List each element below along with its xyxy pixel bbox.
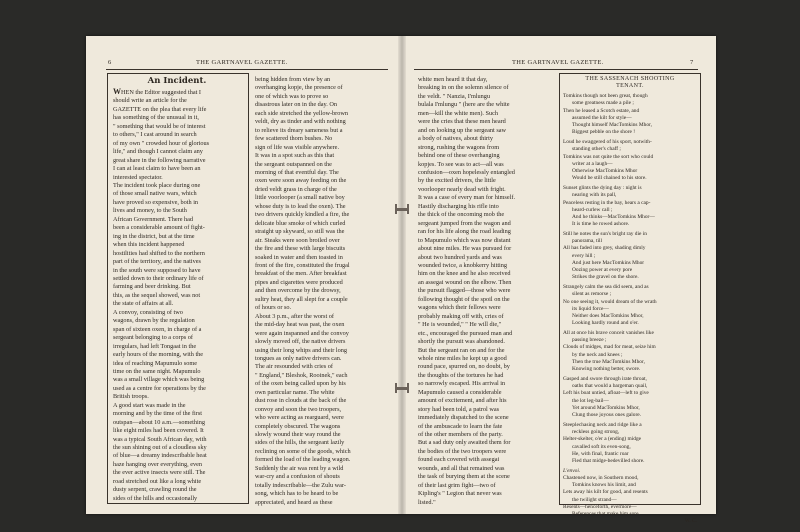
text-line: two drivers quickly kindled a fire, the bbox=[255, 211, 350, 219]
text-line: The air resounded with cries of bbox=[255, 363, 333, 371]
poem-line: Clouds of midges, mad for meat, seize him bbox=[563, 344, 656, 351]
text-line: was a typical South African day, with bbox=[113, 435, 207, 443]
text-line: were again inspanned and the convoy bbox=[255, 329, 349, 337]
text-line: song, which has to be heard to be bbox=[255, 490, 339, 498]
text-line: him on the knee and he also received bbox=[418, 270, 511, 278]
text-line: an assegai wound on the elbow. Then bbox=[418, 278, 512, 286]
poem-line: Strikes the gravel on the shore. bbox=[572, 274, 639, 281]
text-line: amount of excitement, and after his bbox=[418, 397, 507, 405]
text-line: haze hanging over everything, even bbox=[113, 460, 203, 468]
text-line: like eight miles had been covered. It bbox=[113, 427, 204, 435]
text-line: men—kill the white men). Such bbox=[418, 109, 499, 117]
text-line: immediately dispatched to the scene bbox=[418, 414, 509, 422]
text-line: " He is wounded," " He will die," bbox=[418, 321, 502, 329]
poem-line: nearing with its pall, bbox=[572, 192, 617, 199]
text-line: convoy and soon the two troopers, bbox=[255, 405, 342, 413]
text-line: Mapumulo caused a considerable bbox=[418, 388, 502, 396]
poem-line: Still he notes the sun's bright ray die in bbox=[563, 231, 647, 238]
envoi-label: L'envoi. bbox=[563, 467, 581, 474]
poem-line: Fled that midge-bedevilled shore. bbox=[572, 457, 645, 464]
poem-line: Yet around MacTomkins Mhor, bbox=[572, 404, 640, 411]
text-line: British troops. bbox=[113, 393, 149, 401]
text-line: the mid-day heat was past, the oxen bbox=[255, 321, 345, 329]
text-line: bulala I'mlungu " (here are the white bbox=[418, 101, 510, 109]
left-header-rule bbox=[106, 69, 388, 70]
text-line: tongues as only native drivers can. bbox=[255, 354, 342, 362]
text-line: of the other members of the party. bbox=[418, 431, 503, 439]
left-page-number: 6 bbox=[108, 59, 112, 66]
poem-line: by the neck and knees ; bbox=[572, 351, 623, 358]
text-line: of the oxen being called upon by his bbox=[255, 380, 346, 388]
poem bbox=[563, 76, 697, 525]
poem-line: passing breeze ; bbox=[572, 337, 607, 344]
text-line: voorlooper nearly dead with fright. bbox=[418, 185, 506, 193]
text-line: confusion—oxen hopelessly entangled bbox=[418, 168, 515, 176]
text-line: were the cries that these men heard bbox=[418, 118, 506, 126]
text-line: idea of reaching Mapumulo some bbox=[113, 359, 198, 367]
text-line: disastrous later on in the day. On bbox=[255, 101, 338, 109]
text-line: should write an article for the bbox=[113, 97, 187, 105]
poem-line: the lot leg-bail— bbox=[572, 397, 609, 404]
text-line: dust rose in clouds at the back of the bbox=[255, 397, 347, 405]
text-line: probably making off with, cries of bbox=[418, 312, 504, 320]
text-line: hostilities had shifted to the northern bbox=[113, 249, 205, 257]
poem-line: Neither does MacTomkins Mhor, bbox=[572, 312, 644, 319]
drop-cap-letter: W bbox=[113, 88, 121, 96]
text-line: whole nine miles he kept up a good bbox=[418, 354, 507, 362]
poem-line: Tomkins though not been great, though bbox=[563, 93, 648, 100]
text-line: to relieve its dreary sameness but a bbox=[255, 126, 343, 134]
text-line: Hastily discharging his rifle into bbox=[418, 202, 499, 210]
text-line: round pace, spurred on, no doubt, by bbox=[418, 363, 510, 371]
text-line: the sun shining out of a cloudless sky bbox=[113, 444, 207, 452]
text-line: time on the same night. Mapumulo bbox=[113, 367, 201, 375]
poem-line: its liquid force— bbox=[572, 305, 609, 312]
text-line: the sergeant outspanned on the bbox=[255, 160, 332, 168]
text-line: have proved so expensive, both in bbox=[113, 198, 199, 206]
text-line: pipes and cigarettes were produced bbox=[255, 278, 343, 286]
text-line: I can at least claim to have been an bbox=[113, 165, 201, 173]
text-line: GAZETTE on the plea that every life bbox=[113, 105, 207, 113]
text-line: about nine miles. He was pursued for bbox=[418, 245, 512, 253]
text-line: sides of the hills, the sergeant lazily bbox=[255, 439, 345, 447]
text-line: white men heard it that day, bbox=[418, 76, 488, 83]
text-line: about two hundred yards and was bbox=[418, 253, 502, 261]
text-line: dried veldt grass in charge of the bbox=[255, 185, 337, 193]
poem-line: writer at a laugh— bbox=[572, 160, 613, 167]
article-title: An Incident. bbox=[147, 76, 207, 86]
poem-line: every hill ; bbox=[572, 252, 596, 259]
text-line: settled down to their ordinary life of bbox=[113, 274, 204, 282]
text-line: whose duty is to lead the oxen). The bbox=[255, 202, 346, 210]
text-line: to Mapumulo which was now distant bbox=[418, 236, 511, 244]
staple-top bbox=[395, 208, 409, 211]
poem-line: Oozing power at every pore bbox=[572, 266, 633, 273]
text-line: morning of that eventful day. The bbox=[255, 168, 339, 176]
text-line: It was in a spot such as this that bbox=[255, 152, 335, 160]
poem-signature: W. C. bbox=[684, 518, 697, 525]
poem-line: And just here MacTomkins Mhor bbox=[572, 259, 645, 266]
poem-line: Tomkins was not quite the sort who could bbox=[563, 153, 654, 160]
text-line: The incident took place during one bbox=[113, 181, 201, 189]
text-line: appreciated, and heard as these bbox=[255, 498, 333, 506]
text-line: the task of burying them at the scene bbox=[418, 473, 510, 481]
text-line: But a sad duty only awaited them for bbox=[418, 439, 511, 447]
text-line: sergeant jumped from the wagon and bbox=[418, 219, 511, 227]
poem-line: Then he leased a Scotch estate, and bbox=[563, 107, 640, 114]
text-line: one of which was to prove so bbox=[255, 92, 329, 100]
envoi-line: Tomkins knows his limit, and bbox=[572, 482, 636, 489]
text-line: About 3 p.m., after the worst of bbox=[255, 312, 334, 320]
text-line: of those small native wars, which bbox=[113, 190, 197, 198]
text-line: the veldt. " Nanzia, I'mlungu bbox=[418, 92, 491, 100]
text-line: soaked in water and then toasted in bbox=[255, 253, 343, 261]
poem-line: Otherwise MacTomkins Mhor bbox=[572, 167, 638, 174]
text-line: following thought of the spoil on the bbox=[418, 295, 510, 303]
text-line: straight up skyward, so still was the bbox=[255, 228, 345, 236]
text-line: story had been told, a patrol was bbox=[418, 405, 500, 413]
poem-line: No one seeing it, would dream of the wrath bbox=[563, 298, 657, 305]
text-line: slowly moved off, the native drivers bbox=[255, 338, 346, 346]
text-line: the fire and these with large biscuits bbox=[255, 245, 346, 253]
poem-line: It is time he rowed ashore. bbox=[572, 220, 630, 227]
text-line: the bodies of the two troopers were bbox=[418, 447, 507, 455]
text-line: sides of the hills and occasionally bbox=[113, 494, 198, 502]
right-page-number: 7 bbox=[690, 59, 694, 66]
poem-line: Left his boat untied, afloat—left to give bbox=[563, 390, 649, 397]
poem-line: Steeplechasing neck and ridge like a bbox=[563, 422, 642, 429]
right-header-rule bbox=[414, 69, 698, 70]
envoi-line: Chastened now, in Southern mood, bbox=[563, 475, 639, 482]
poem-line: Then the true MacTomkins Mhor, bbox=[572, 358, 645, 365]
text-line: sergeant belonging to a corps of bbox=[113, 334, 193, 342]
text-line: kopjes. To see was to act—all was bbox=[418, 160, 504, 168]
text-line: oxen were soon away feeding on the bbox=[255, 177, 347, 185]
text-line: span of sixteen oxen, in charge of a bbox=[113, 325, 202, 333]
poem-line: Would be still chained to his store. bbox=[572, 175, 647, 182]
poem-line: reckless going strong, bbox=[572, 429, 620, 436]
text-line: of hours or so. bbox=[255, 304, 292, 312]
left-running-header: THE GARTNAVEL GAZETTE. bbox=[196, 59, 288, 66]
text-line: air. Steaks were soon broiled over bbox=[255, 236, 340, 244]
text-line: found each covered with assegai bbox=[418, 456, 500, 464]
text-line: morning and by the time of the first bbox=[113, 410, 203, 418]
text-line: But the sergeant ran on and for the bbox=[418, 346, 505, 354]
text-line: was a small village which was being bbox=[113, 376, 205, 384]
text-line: the pursuit flagged—those who were bbox=[418, 287, 511, 295]
poem-line: some greatness made a pile ; bbox=[572, 100, 634, 107]
text-line: wounds, and all that remained was bbox=[418, 464, 505, 472]
text-line: has something of the unusual in it, bbox=[113, 114, 199, 122]
poem-line: assumed the kilt for style— bbox=[572, 114, 632, 121]
text-line: to others," I cast around in search bbox=[113, 131, 197, 139]
poem-line: Helter-skelter, o'er a (ending) midge bbox=[563, 436, 642, 443]
text-line: life," and though I cannot claim any bbox=[113, 148, 203, 156]
right-running-header: THE GARTNAVEL GAZETTE. bbox=[512, 59, 604, 66]
poem-line: Looking hardly round and o'er. bbox=[572, 320, 639, 326]
envoi-line: Resents—henceforth, evermore— bbox=[563, 503, 637, 510]
text-line: Kipling's " Legion that never was bbox=[418, 490, 502, 498]
text-line: of their last grim fight—two of bbox=[418, 481, 496, 489]
poem-subtitle: TENANT. bbox=[616, 83, 644, 90]
poem-line: heard-curlew call ; bbox=[572, 206, 613, 213]
text-line: using their long whips and their long bbox=[255, 346, 348, 354]
text-line: behind one of these overhanging bbox=[418, 152, 500, 160]
text-line: Suddenly the air was rent by a wild bbox=[255, 464, 344, 472]
text-line: when this incident happened bbox=[113, 241, 185, 249]
text-line: of blue—a dreamy indescribable heat bbox=[113, 452, 207, 460]
text-line: of the ambuscade to learn the fate bbox=[418, 422, 503, 430]
text-line: interested spectator. bbox=[113, 173, 163, 181]
text-line: overhanging kopje, the presence of bbox=[255, 84, 343, 92]
text-line: It was a case of every man for himself. bbox=[418, 194, 516, 202]
poem-line: Strangely calm the sea did seem, and as bbox=[563, 284, 649, 291]
poem-line: panorama, till bbox=[572, 238, 602, 245]
text-line: " something that would be of interest bbox=[113, 122, 206, 130]
poem-line: Knowing nothing better, swore. bbox=[572, 365, 641, 372]
poem-line: He, with final, frantic roar bbox=[572, 450, 629, 457]
envoi-line: References that make him sore. bbox=[572, 510, 640, 517]
text-line: etc., encouraged the pursued man and bbox=[418, 329, 513, 337]
staple-bottom bbox=[395, 387, 409, 390]
text-line: this, as the sequel showed, was not bbox=[113, 291, 201, 299]
article-column-1 bbox=[113, 76, 241, 503]
envoi-line: Lets away his kilt for good, and resents bbox=[563, 489, 648, 496]
poem-line: All at once his brave conceit vanishes like bbox=[563, 330, 654, 337]
text-line: reclining on some of the goods, which bbox=[255, 447, 351, 455]
poem-title: THE SASSENACH SHOOTING bbox=[585, 76, 675, 82]
poem-line: Sunset glints the dying day : night is bbox=[563, 185, 642, 192]
text-line: and then overcome by the drowsy, bbox=[255, 287, 341, 295]
magazine-spread bbox=[86, 36, 716, 525]
text-line: wagons which their fellows were bbox=[418, 304, 501, 312]
text-line: irregulars, had left Tongaat in the bbox=[113, 342, 197, 350]
text-line: farming and beer drinking. But bbox=[113, 283, 191, 291]
poem-line: All has faded into grey, shading dimly bbox=[563, 245, 646, 252]
text-line: outspan—about 10 a.m.—something bbox=[113, 418, 206, 426]
poem-line: silent as remorse ; bbox=[572, 291, 612, 298]
text-line: the ever active insects were still. The bbox=[113, 469, 206, 477]
text-line: who were acting as rearguard, were bbox=[255, 414, 344, 422]
text-line: the state of affairs at all. bbox=[113, 300, 174, 308]
text-line: ran for his life along the road leading bbox=[418, 228, 511, 236]
poem-line: oaths that would a bargeman quail, bbox=[572, 383, 648, 390]
text-line: own particular name. The white bbox=[255, 388, 335, 396]
text-line: veldt, dry as tinder and with nothing bbox=[255, 118, 346, 126]
text-line: totally indescribable—the Zulu war- bbox=[255, 481, 346, 489]
text-line: each side stretched the yellow-brown bbox=[255, 109, 349, 117]
text-line: the thick of the oncoming mob the bbox=[418, 211, 505, 219]
text-line: war-cry and a confusion of shouts bbox=[255, 473, 340, 481]
text-line: few scattered thorn bushes. No bbox=[255, 135, 333, 143]
text-line: so narrowly escaped. His arrival in bbox=[418, 380, 506, 388]
text-line: shortly the pursuit was abandoned. bbox=[418, 338, 505, 346]
poem-line: And he thinks—MacTomkins Mhor— bbox=[572, 213, 655, 220]
text-line: A good start was made in the bbox=[113, 401, 186, 409]
poem-line: Peaceless resting in the bay, hears a cap- bbox=[563, 199, 651, 206]
text-line: strong, rushing the wagons from bbox=[418, 143, 500, 151]
text-line: little voorlooper (a small native boy bbox=[255, 194, 345, 202]
text-line: breaking in on the solemn silence of bbox=[418, 84, 509, 92]
poem-line: Clung those joyous ones galore. bbox=[572, 411, 642, 418]
text-line: wounded twice, a knobkerry hitting bbox=[418, 261, 508, 269]
text-line: completely obscured. The wagons bbox=[255, 422, 341, 430]
text-line: a body of natives, about thirty bbox=[418, 135, 493, 143]
text-line: dusty serpent, crawling round the bbox=[113, 486, 197, 494]
poem-line: cavalled soft its even-song, bbox=[572, 443, 631, 450]
text-line: ing in the district, but at the time bbox=[113, 232, 195, 240]
text-line: listed." bbox=[418, 498, 436, 506]
text-line: lives and money, to the South bbox=[113, 207, 187, 215]
text-line: African Government. There had bbox=[113, 215, 194, 223]
poem-line: Biggest pebble on the shore ! bbox=[572, 129, 636, 136]
spine bbox=[398, 36, 406, 514]
text-line: " England," Bleshok, Rooinek," each bbox=[255, 371, 348, 379]
text-line: been a considerable amount of fight- bbox=[113, 224, 205, 232]
text-line: road stretched out like a long white bbox=[113, 477, 202, 485]
text-line: formed the load of the leading wagon. bbox=[255, 456, 351, 464]
text-line: great share in the following narrative bbox=[113, 156, 206, 164]
text-line: early hours of the morning, with the bbox=[113, 351, 204, 359]
envoi-line: the twilight strand— bbox=[572, 496, 617, 503]
text-line: in the south were supposed to have bbox=[113, 266, 201, 274]
text-line: sultry heat, they all slept for a couple bbox=[255, 295, 348, 303]
poem-line: Loud he swaggered of his sport, notwith- bbox=[563, 139, 652, 146]
text-line: sign of life was visible anywhere. bbox=[255, 143, 340, 151]
article-column-2 bbox=[255, 76, 387, 507]
poem-line: Thought himself MacTomkins Mhor, bbox=[572, 121, 652, 128]
text-line: WHEN the Editor suggested that I bbox=[113, 88, 202, 96]
text-line: front of the fire, constituted the frugal bbox=[255, 261, 350, 269]
text-line: A convoy, consisting of two bbox=[113, 308, 183, 316]
text-line: slowly wound their way round the bbox=[255, 431, 341, 439]
poem-line: Gasped and swore through irate throat, bbox=[563, 376, 647, 383]
text-line: and on looking up the sergeant saw bbox=[418, 126, 507, 134]
text-line: breakfast of the men. After breakfast bbox=[255, 270, 347, 278]
text-line: used as a centre for operations by the bbox=[113, 384, 206, 392]
text-line: part of the territory, and the natives bbox=[113, 258, 201, 266]
text-line: of my own " crowded hour of glorious bbox=[113, 139, 210, 147]
article-column-3 bbox=[418, 76, 552, 507]
text-line: by the excited drivers, the little bbox=[418, 177, 496, 185]
text-line: wagons, drawn by the regulation bbox=[113, 317, 195, 325]
text-line: delicate blue smoke of which curled bbox=[255, 219, 346, 227]
poem-line: standing other's chaff ; bbox=[572, 146, 621, 153]
text-line: the thoughts of the tortures he had bbox=[418, 371, 504, 379]
text-line: being hidden from view by an bbox=[255, 76, 331, 83]
